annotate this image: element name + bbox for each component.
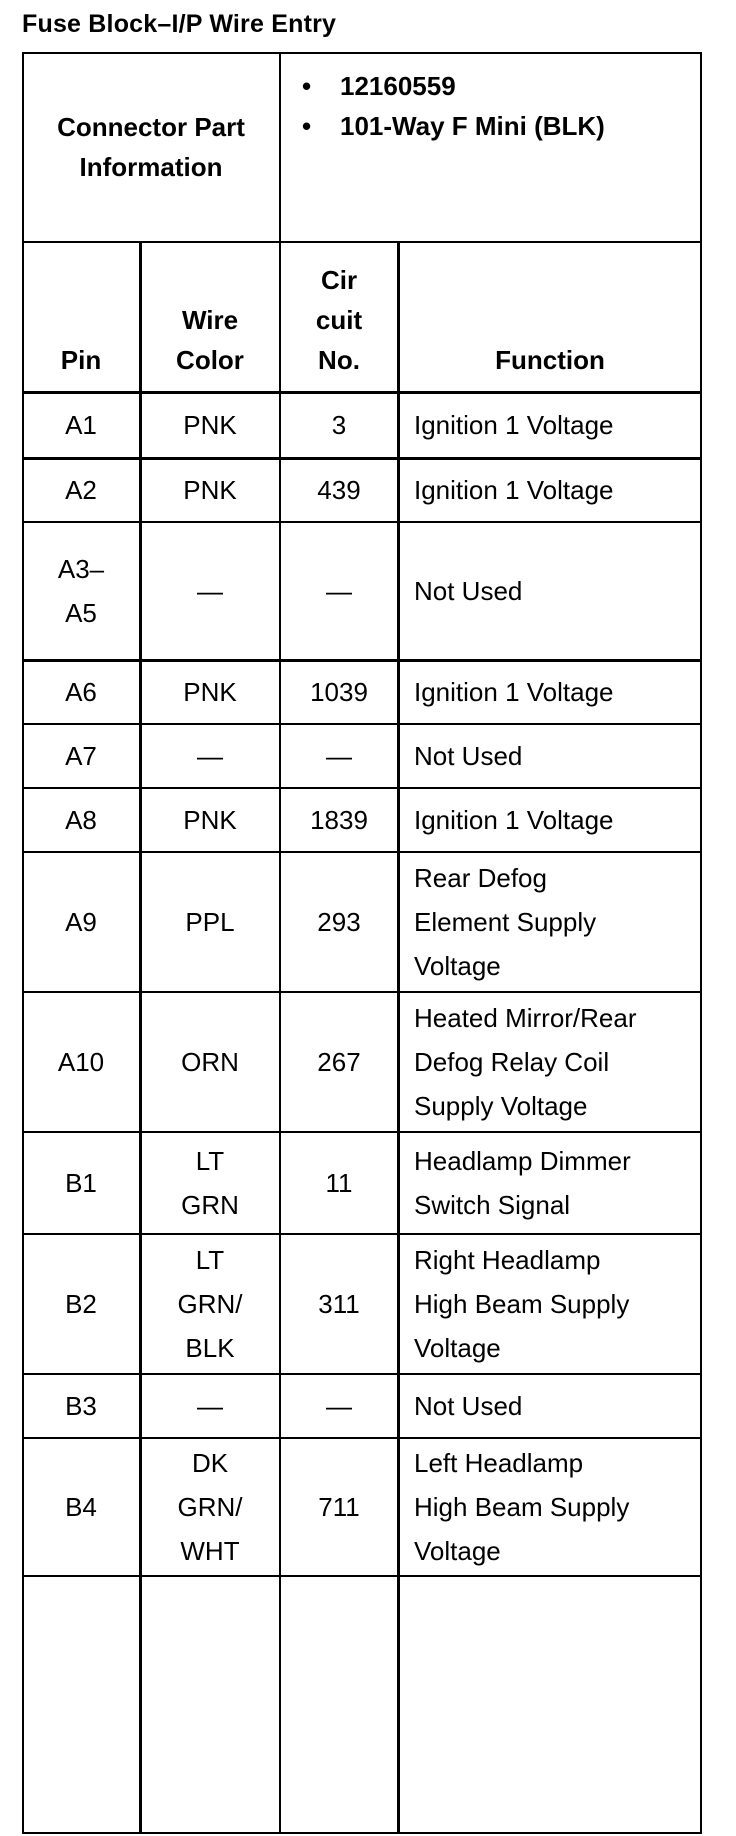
- function-cell-text: Ignition 1 Voltage: [414, 805, 614, 835]
- header-pin: [22, 242, 140, 392]
- wire-color-cell-text: PPL: [185, 907, 235, 937]
- header-circuit: [280, 242, 398, 392]
- function-cell-text: Defog Relay Coil: [414, 1047, 610, 1077]
- circuit-cell: [280, 1438, 398, 1576]
- function-cell: [398, 852, 702, 992]
- pin-cell-text: A6: [65, 677, 97, 707]
- header-circuit-line3: No.: [318, 345, 360, 375]
- circuit-cell: [280, 724, 398, 788]
- pin-cell: [22, 392, 140, 458]
- pin-cell-text: A10: [57, 1047, 105, 1077]
- circuit-cell-text: 11: [325, 1168, 353, 1198]
- header-circuit-line1: Cir: [320, 265, 358, 295]
- pin-cell: [22, 724, 140, 788]
- wire-color-cell: [140, 458, 280, 522]
- row-rule: [22, 1437, 702, 1439]
- connector-table: [22, 52, 702, 1836]
- function-cell-text: Right Headlamp: [414, 1245, 601, 1275]
- function-cell-text: Headlamp Dimmer: [414, 1146, 631, 1176]
- circuit-cell: [280, 852, 398, 992]
- connector-info-label: [22, 52, 280, 242]
- wire-color-cell: [140, 1438, 280, 1576]
- wire-color-cell: [140, 392, 280, 458]
- pin-cell-text: A5: [65, 598, 97, 628]
- wire-color-cell-text: LT: [195, 1146, 225, 1176]
- circuit-cell: [280, 1374, 398, 1438]
- row-rule: [22, 391, 702, 394]
- function-cell-text: Voltage: [414, 1536, 501, 1566]
- circuit-cell-text: 267: [317, 1047, 361, 1077]
- function-cell-text: Switch Signal: [414, 1190, 571, 1220]
- wire-color-cell-text: PNK: [183, 805, 237, 835]
- wire-color-cell-text: PNK: [183, 410, 237, 440]
- connector-divider: [279, 52, 281, 242]
- row-rule: [22, 521, 702, 523]
- pin-cell: [22, 788, 140, 852]
- row-rule: [22, 723, 702, 725]
- connector-part-list: [302, 66, 605, 146]
- pin-cell-text: A2: [65, 475, 97, 505]
- pin-cell-text: A7: [65, 741, 97, 771]
- table-border-left: [22, 52, 24, 1834]
- circuit-cell-text: 293: [317, 907, 361, 937]
- header-top-rule: [22, 241, 702, 243]
- function-cell: [398, 1438, 702, 1576]
- circuit-cell: [280, 992, 398, 1132]
- pin-cell-text: B1: [65, 1168, 97, 1198]
- bullet-icon: •: [302, 71, 312, 101]
- pin-cell-text: B3: [65, 1391, 97, 1421]
- table-border-right: [700, 52, 702, 1834]
- pin-cell: [22, 1234, 140, 1374]
- table-border-top: [22, 52, 702, 54]
- function-cell-text: Ignition 1 Voltage: [414, 475, 614, 505]
- function-cell-text: Heated Mirror/Rear: [414, 1003, 637, 1033]
- wire-color-cell-text: LT: [195, 1245, 225, 1275]
- wire-color-cell-text: ORN: [181, 1047, 239, 1077]
- header-wire-color-line2: Color: [176, 345, 244, 375]
- connector-part-item: [302, 66, 605, 106]
- circuit-cell-text: 1039: [310, 677, 368, 707]
- table-border-bottom: [22, 1832, 702, 1834]
- connector-type: 101-Way F Mini (BLK): [340, 111, 605, 141]
- function-cell-text: High Beam Supply: [414, 1289, 630, 1319]
- circuit-cell-text: 3: [331, 410, 347, 440]
- wire-color-cell-text: PNK: [183, 677, 237, 707]
- column-rule: [139, 242, 142, 1832]
- wire-color-cell-text: GRN/: [177, 1492, 243, 1522]
- function-cell-text: High Beam Supply: [414, 1492, 630, 1522]
- pin-cell-text: A1: [65, 410, 97, 440]
- connector-part-number: 12160559: [340, 71, 456, 101]
- function-cell: [398, 392, 702, 458]
- header-wire-color: [140, 242, 280, 392]
- wire-color-cell-text: PNK: [183, 475, 237, 505]
- row-rule: [22, 659, 702, 662]
- function-cell: [398, 1132, 702, 1234]
- wire-color-cell-text: DK: [191, 1448, 229, 1478]
- circuit-cell-text: 1839: [310, 805, 368, 835]
- circuit-cell: [280, 522, 398, 660]
- connector-info-label-line2: Information: [79, 152, 223, 182]
- circuit-cell-text: 311: [318, 1289, 360, 1319]
- pin-cell-text: B4: [65, 1492, 97, 1522]
- function-cell-text: Ignition 1 Voltage: [414, 410, 614, 440]
- wire-color-cell: [140, 724, 280, 788]
- wire-color-cell-text: WHT: [180, 1536, 240, 1566]
- header-wire-color-line1: Wire: [181, 305, 239, 335]
- circuit-cell: [280, 1234, 398, 1374]
- function-cell-text: Rear Defog: [414, 863, 547, 893]
- function-cell-text: Voltage: [414, 1333, 501, 1363]
- pin-cell: [22, 1132, 140, 1234]
- function-cell: [398, 724, 702, 788]
- pin-cell: [22, 1438, 140, 1576]
- function-cell-text: Supply Voltage: [414, 1091, 588, 1121]
- circuit-cell: [280, 660, 398, 724]
- pin-cell-text: A9: [65, 907, 97, 937]
- function-cell-text: Ignition 1 Voltage: [414, 677, 614, 707]
- wire-color-cell-text: GRN/: [177, 1289, 243, 1319]
- wire-color-cell: [140, 1234, 280, 1374]
- function-cell: [398, 522, 702, 660]
- function-cell: [398, 458, 702, 522]
- circuit-cell: [280, 392, 398, 458]
- column-rule: [397, 242, 400, 1832]
- wire-color-cell: [140, 522, 280, 660]
- circuit-cell-text: 439: [317, 475, 361, 505]
- wire-color-cell: [140, 1132, 280, 1234]
- pin-cell: [22, 458, 140, 522]
- function-cell-text: Not Used: [414, 576, 523, 606]
- function-cell: [398, 1234, 702, 1374]
- function-cell: [398, 1374, 702, 1438]
- wire-color-cell-text: GRN: [181, 1190, 239, 1220]
- pin-cell-text: A3–: [57, 554, 105, 584]
- connector-info-label-line1: Connector Part: [57, 112, 245, 142]
- wire-color-cell-text: —: [197, 1391, 223, 1421]
- wire-color-cell: [140, 1374, 280, 1438]
- header-function: [398, 242, 702, 392]
- wire-color-cell-text: —: [197, 741, 223, 771]
- page-title: Fuse Block–I/P Wire Entry: [22, 10, 337, 38]
- header-pin-text: Pin: [60, 345, 102, 375]
- circuit-cell: [280, 458, 398, 522]
- circuit-cell-text: —: [326, 741, 352, 771]
- row-rule: [22, 787, 702, 789]
- pin-cell: [22, 660, 140, 724]
- pin-cell: [22, 852, 140, 992]
- header-function-text: Function: [495, 345, 605, 375]
- row-rule: [22, 1233, 702, 1235]
- row-rule: [22, 1575, 702, 1577]
- function-cell-text: Not Used: [414, 741, 523, 771]
- row-rule: [22, 991, 702, 993]
- pin-cell-text: B2: [65, 1289, 97, 1319]
- circuit-cell: [280, 1132, 398, 1234]
- function-cell-text: Voltage: [414, 951, 501, 981]
- bullet-icon: •: [302, 111, 312, 141]
- header-circuit-line2: cuit: [315, 305, 363, 335]
- wire-color-cell: [140, 992, 280, 1132]
- function-cell: [398, 660, 702, 724]
- connector-part-item: [302, 106, 605, 146]
- pin-cell: [22, 992, 140, 1132]
- circuit-cell-text: —: [326, 576, 352, 606]
- circuit-cell-text: —: [326, 1391, 352, 1421]
- pin-cell: [22, 1374, 140, 1438]
- column-rule: [279, 242, 281, 1832]
- wire-color-cell: [140, 788, 280, 852]
- row-rule: [22, 851, 702, 853]
- wire-color-cell: [140, 852, 280, 992]
- function-cell-text: Not Used: [414, 1391, 523, 1421]
- function-cell-text: Left Headlamp: [414, 1448, 584, 1478]
- row-rule: [22, 457, 702, 460]
- wire-color-cell: [140, 660, 280, 724]
- wire-color-cell-text: —: [197, 576, 223, 606]
- wire-color-cell-text: BLK: [185, 1333, 235, 1363]
- function-cell-text: Element Supply: [414, 907, 597, 937]
- function-cell: [398, 788, 702, 852]
- circuit-cell-text: 711: [318, 1492, 360, 1522]
- pin-cell: [22, 522, 140, 660]
- pin-cell-text: A8: [65, 805, 97, 835]
- row-rule: [22, 1373, 702, 1375]
- row-rule: [22, 1131, 702, 1133]
- circuit-cell: [280, 788, 398, 852]
- function-cell: [398, 992, 702, 1132]
